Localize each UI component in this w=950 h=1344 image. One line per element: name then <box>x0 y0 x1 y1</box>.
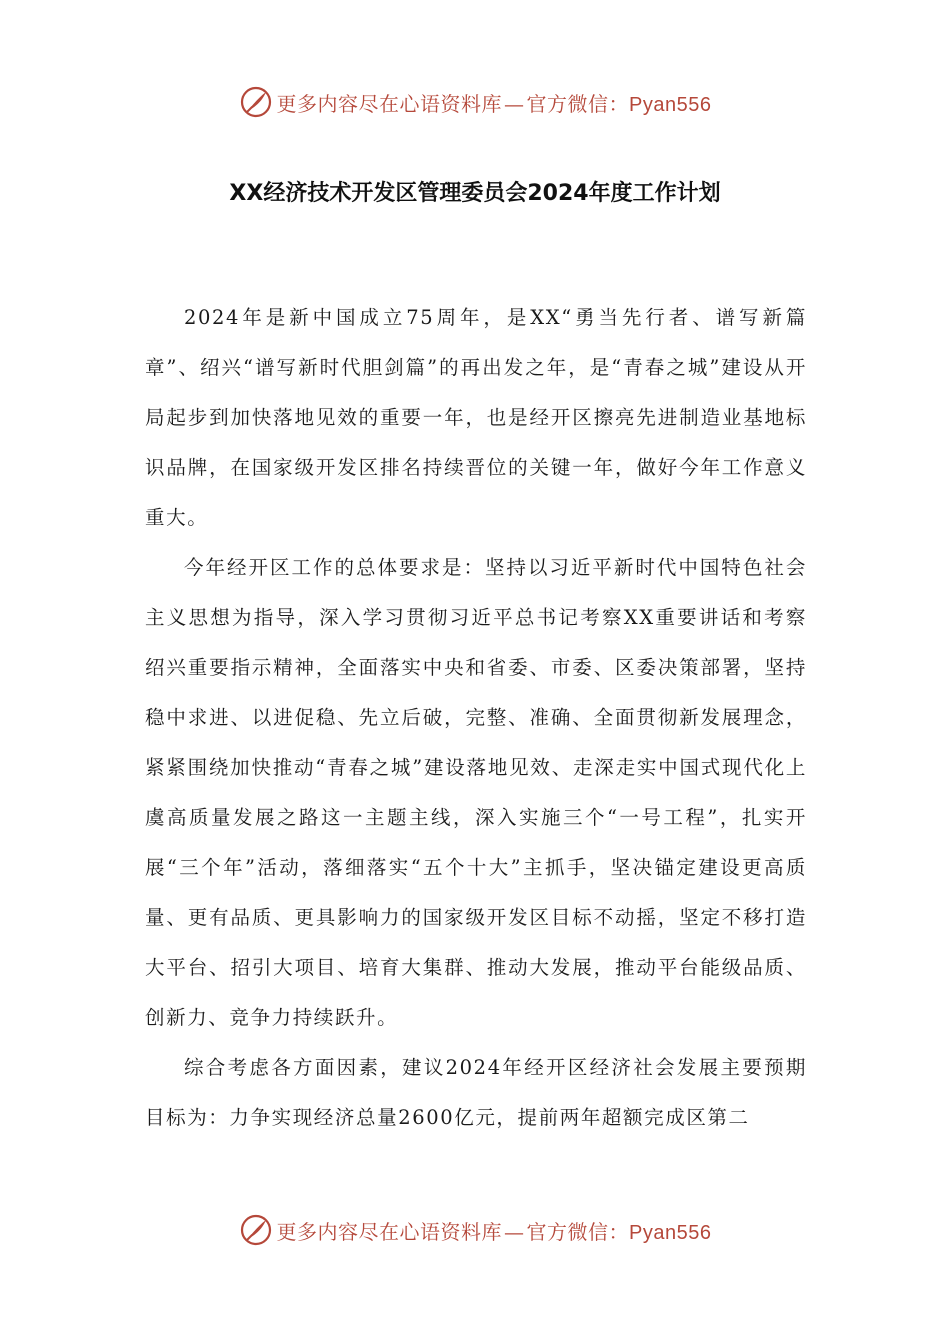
header-watermark <box>0 82 950 122</box>
quill-logo-icon <box>239 85 273 119</box>
paragraph: 综合考虑各方面因素，建议2024年经开区经济社会发展主要预期目标为：力争实现经济总量2600亿元，提前两年超额完成区第二 <box>145 1056 807 1129</box>
quill-logo-icon <box>239 1213 273 1247</box>
document-body <box>145 293 807 1143</box>
document-title: XX经济技术开发区管理委员会2024年度工作计划 <box>229 181 721 206</box>
watermark-text: 更多内容尽在心语资料库 — 官方微信：Pyan556 <box>276 91 712 116</box>
paragraph: 2024年是新中国成立75周年，是XX“勇当先行者、谱写新篇章”、绍兴“谱写新时代胆剑篇”的再出发之年，是“青春之城”建设从开局起步到加快落地见效的重要一年，也是经开区擦亮先进制造业基地标识品牌，在国家级开发区排名持续晋位的关键一年，做好今年工作意义重大。 <box>145 306 807 529</box>
watermark-text: 更多内容尽在心语资料库 — 官方微信：Pyan556 <box>276 1219 712 1244</box>
footer-watermark <box>0 1210 950 1250</box>
paragraph: 今年经开区工作的总体要求是：坚持以习近平新时代中国特色社会主义思想为指导，深入学习贯彻习近平总书记考察XX重要讲话和考察绍兴重要指示精神，全面落实中央和省委、市委、区委决策部署，坚持稳中求进、以进促稳、先立后破，完整、准确、全面贯彻新发展理念，紧紧围绕加快推动“青春之城”建设落地见效、走深走实中国式现代化上虞高质量发展之路这一主题主线，深入实施三个“一号工程”，扎实开展“三个年”活动，落细落实“五个十大”主抓手，坚决锚定建设更高质量、更有品质、更具影响力的国家级开发区目标不动摇，坚定不移打造大平台、招引大项目、培育大集群、推动大发展，推动平台能级品质、创新力、竞争力持续跃升。 <box>145 556 807 1029</box>
